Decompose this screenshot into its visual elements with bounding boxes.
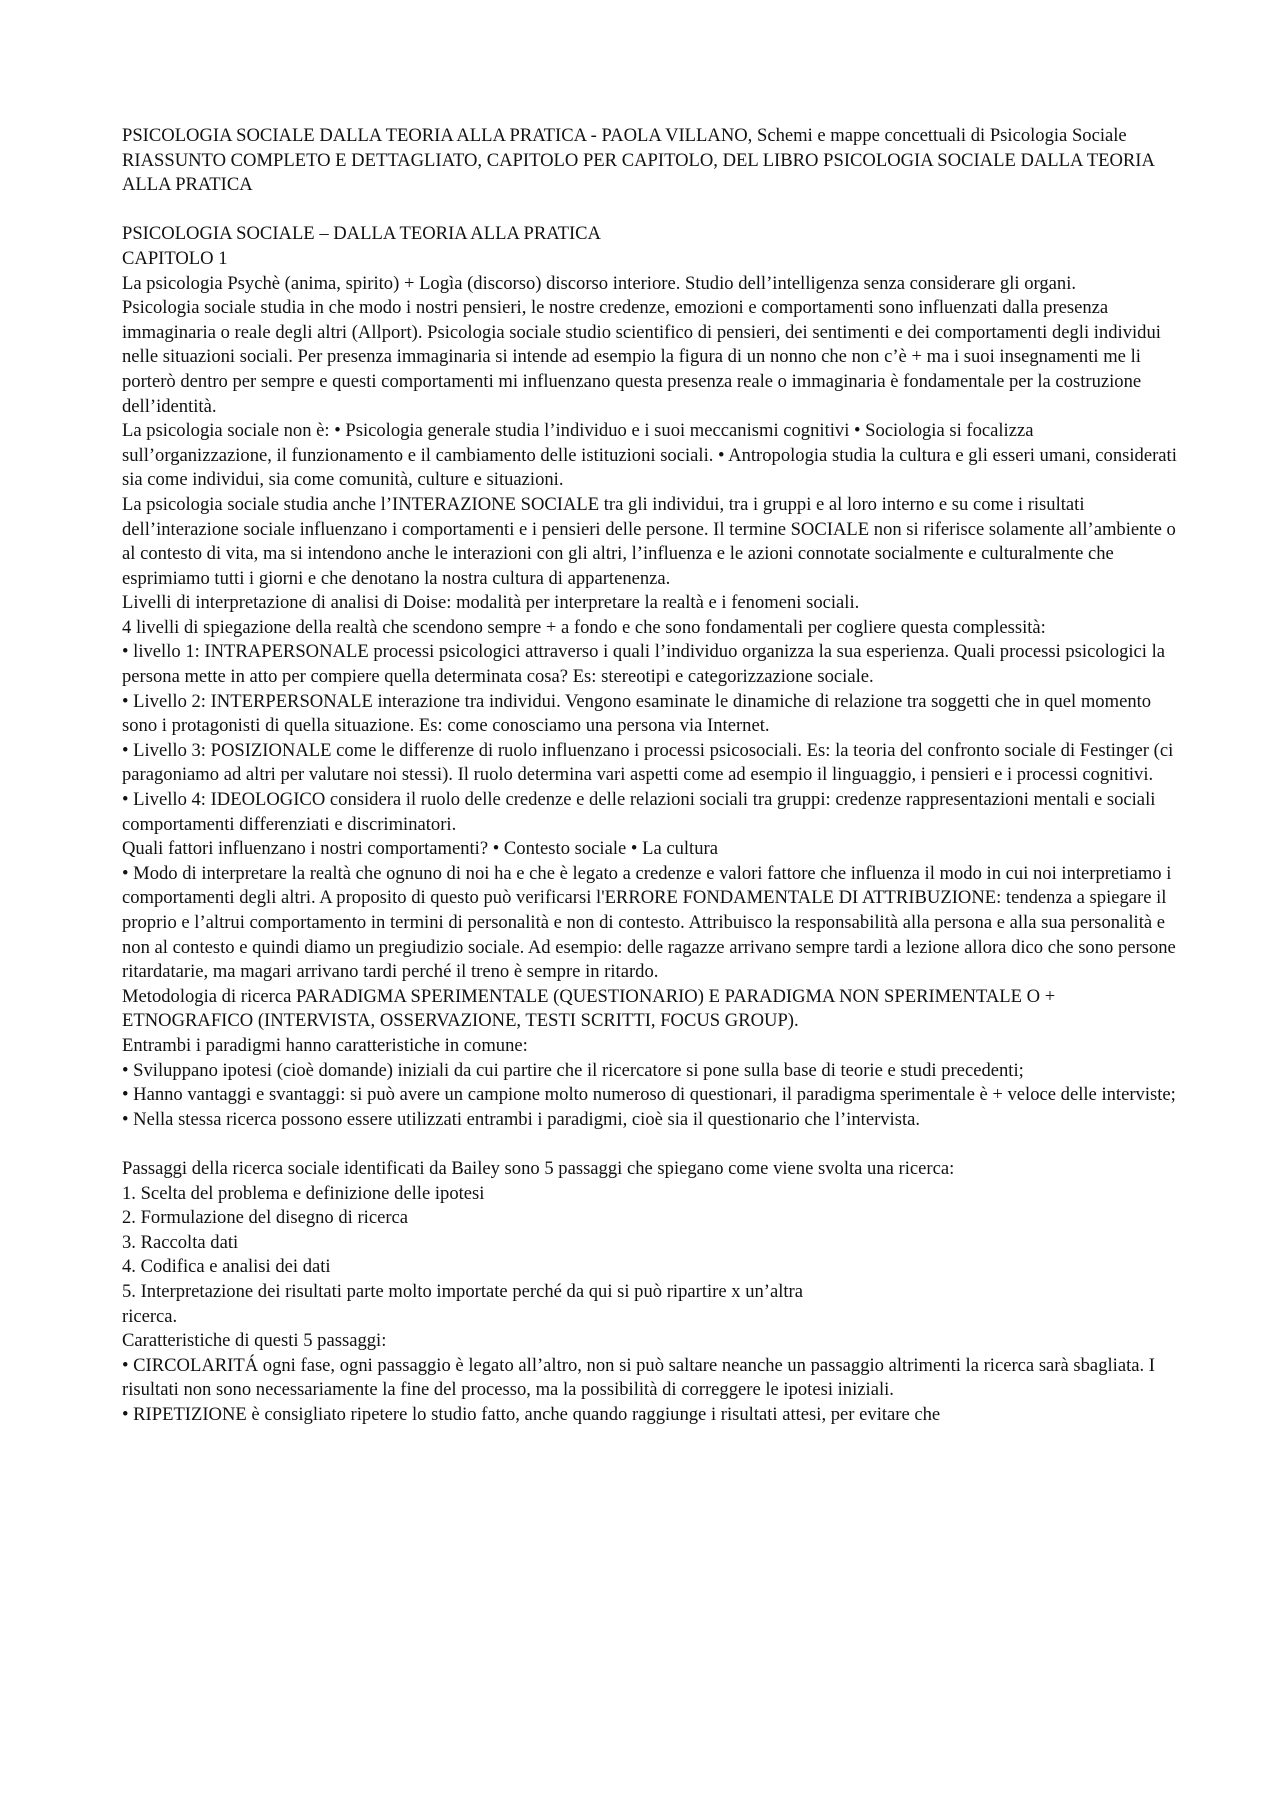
paragraph: Passaggi della ricerca sociale identificati da Bailey sono 5 passaggi che spiegano come viene svolta una ricerca: bbox=[122, 1157, 955, 1179]
paragraph: 4 livelli di spiegazione della realtà che scendono sempre + a fondo e che sono fondamentali per cogliere questa complessità: bbox=[122, 616, 1046, 638]
paragraph: La psicologia sociale studia anche l’INTERAZIONE SOCIALE tra gli individui, tra i gruppi e al loro interno e su come i risultati dell’interazione sociale influenzano i comportamenti e i pensieri delle persone. Il termine SOCIALE non si riferisce solamente all’ambiente o al contesto di vita, ma si intendono anche le interazioni con gli altri, l’influenza e le azioni connotate socialmente e culturalmente che esprimiamo tutti i giorni e che denotano la nostra cultura di appartenenza. bbox=[122, 493, 1176, 589]
paragraph: Caratteristiche di questi 5 passaggi: bbox=[122, 1330, 387, 1352]
paragraph: Quali fattori influenzano i nostri comportamenti? • Contesto sociale • La cultura bbox=[122, 838, 718, 860]
document-body bbox=[122, 124, 1182, 1427]
paragraph: • Livello 4: IDEOLOGICO considera il ruolo delle credenze e delle relazioni sociali tra gruppi: credenze rappresentazioni mentali e sociali comportamenti differenziati e discriminatori. bbox=[122, 789, 1156, 835]
paragraph: • Sviluppano ipotesi (cioè domande) iniziali da cui partire che il ricercatore si pone sulla base di teorie e studi precedenti; bbox=[122, 1059, 1024, 1081]
chapter-heading: CAPITOLO 1 bbox=[122, 247, 228, 269]
paragraph: Livelli di interpretazione di analisi di Doise: modalità per interpretare la realtà e i fenomeni sociali. bbox=[122, 592, 860, 614]
paragraph: 4. Codifica e analisi dei dati bbox=[122, 1256, 331, 1278]
paragraph: • Modo di interpretare la realtà che ognuno di noi ha e che è legato a credenze e valori fattore che influenza il modo in cui noi interpretiamo i comportamenti degli altri. A proposito di questo può verificarsi l'ERRORE FONDAMENTALE DI ATTRIBUZIONE: tendenza a spiegare il proprio e l’altrui comportamento in termini di personalità e non di contesto. Attribuisco la responsabilità alla persona e alla sua personalità e non al contesto e quindi diamo un pregiudizio sociale. Ad esempio: delle ragazze arrivano sempre tardi a lezione allora dico che sono persone ritardatarie, ma magari arrivano tardi perché il treno è sempre in ritardo. bbox=[122, 862, 1176, 983]
paragraph: Entrambi i paradigmi hanno caratteristiche in comune: bbox=[122, 1034, 528, 1056]
paragraph: 2. Formulazione del disegno di ricerca bbox=[122, 1207, 409, 1229]
paragraph: • RIPETIZIONE è consigliato ripetere lo studio fatto, anche quando raggiunge i risultati attesi, per evitare che bbox=[122, 1403, 941, 1425]
paragraph: La psicologia Psychè (anima, spirito) + Logìa (discorso) discorso interiore. Studio dell’intelligenza senza considerare gli organi. bbox=[122, 272, 1077, 294]
paragraph: Psicologia sociale studia in che modo i nostri pensieri, le nostre credenze, emozioni e comportamenti sono influenzati dalla presenza immaginaria o reale degli altri (Allport). Psicologia sociale studio scientifico di pensieri, dei sentimenti e dei comportamenti degli individui nelle situazioni sociali. Per presenza immaginaria si intende ad esempio la figura di un nonno che non c’è + ma i suoi insegnamenti me li porterò dentro per sempre e questi comportamenti mi influenzano questa presenza reale o immaginaria è fondamentale per la costruzione dell’identità. bbox=[122, 297, 1161, 417]
spacer bbox=[122, 198, 1182, 223]
spacer bbox=[122, 1132, 1182, 1157]
paragraph: La psicologia sociale non è: • Psicologia generale studia l’individuo e i suoi meccanismi cognitivi • Sociologia si focalizza sull’organizzazione, il funzionamento e il cambiamento delle istituzioni sociali. • Antropologia studia la cultura e gli esseri umani, considerati sia come individui, sia come comunità, culture e situazioni. bbox=[122, 420, 1177, 491]
paragraph-block bbox=[122, 272, 1182, 1133]
paragraph: • Livello 3: POSIZIONALE come le differenze di ruolo influenzano i processi psicosociali. Es: la teoria del confronto sociale di Festinger (ci paragoniamo ad altri per valutare noi stessi). Il ruolo determina vari aspetti come ad esempio il linguaggio, i pensieri e i processi cognitivi. bbox=[122, 739, 1174, 786]
paragraph: • Livello 2: INTERPERSONALE interazione tra individui. Vengono esaminate le dinamiche di relazione tra soggetti che in quel momento sono i protagonisti di quella situazione. Es: come conosciamo una persona via Internet. bbox=[122, 690, 1152, 737]
header-line: PSICOLOGIA SOCIALE DALLA TEORIA ALLA PRATICA - PAOLA VILLANO, Schemi e mappe concettuali di Psicologia Sociale bbox=[122, 125, 1127, 146]
paragraph: ricerca. bbox=[122, 1305, 178, 1327]
paragraph: • livello 1: INTRAPERSONALE processi psicologici attraverso i quali l’individuo organizza la sua esperienza. Quali processi psicologici la persona mette in atto per compiere quella determinata cosa? Es: stereotipi e categorizzazione sociale. bbox=[122, 641, 1166, 688]
document-title: PSICOLOGIA SOCIALE – DALLA TEORIA ALLA PRATICA bbox=[122, 223, 601, 245]
paragraph: • Hanno vantaggi e svantaggi: si può avere un campione molto numeroso di questionari, il paradigma sperimentale è + veloce delle interviste; bbox=[122, 1084, 1176, 1106]
paragraph: 1. Scelta del problema e definizione delle ipotesi bbox=[122, 1182, 485, 1204]
paragraph: 3. Raccolta dati bbox=[122, 1231, 239, 1253]
paragraph: 5. Interpretazione dei risultati parte molto importate perché da qui si può ripartire x un’altra bbox=[122, 1280, 804, 1302]
header-line: RIASSUNTO COMPLETO E DETTAGLIATO, CAPITOLO PER CAPITOLO, DEL LIBRO PSICOLOGIA SOCIALE DALLA TEORIA ALLA PRATICA bbox=[122, 149, 1154, 196]
paragraph-block bbox=[122, 1157, 1182, 1428]
paragraph: • Nella stessa ricerca possono essere utilizzati entrambi i paradigmi, cioè sia il questionario che l’intervista. bbox=[122, 1108, 921, 1130]
paragraph: Metodologia di ricerca PARADIGMA SPERIMENTALE (QUESTIONARIO) E PARADIGMA NON SPERIMENTALE O + ETNOGRAFICO (INTERVISTA, OSSERVAZIONE, TESTI SCRITTI, FOCUS GROUP). bbox=[122, 985, 1056, 1032]
paragraph: • CIRCOLARITÁ ogni fase, ogni passaggio è legato all’altro, non si può saltare neanche un passaggio altrimenti la ricerca sarà sbagliata. I risultati non sono necessariamente la fine del processo, ma la possibilità di correggere le ipotesi iniziali. bbox=[122, 1354, 1155, 1401]
